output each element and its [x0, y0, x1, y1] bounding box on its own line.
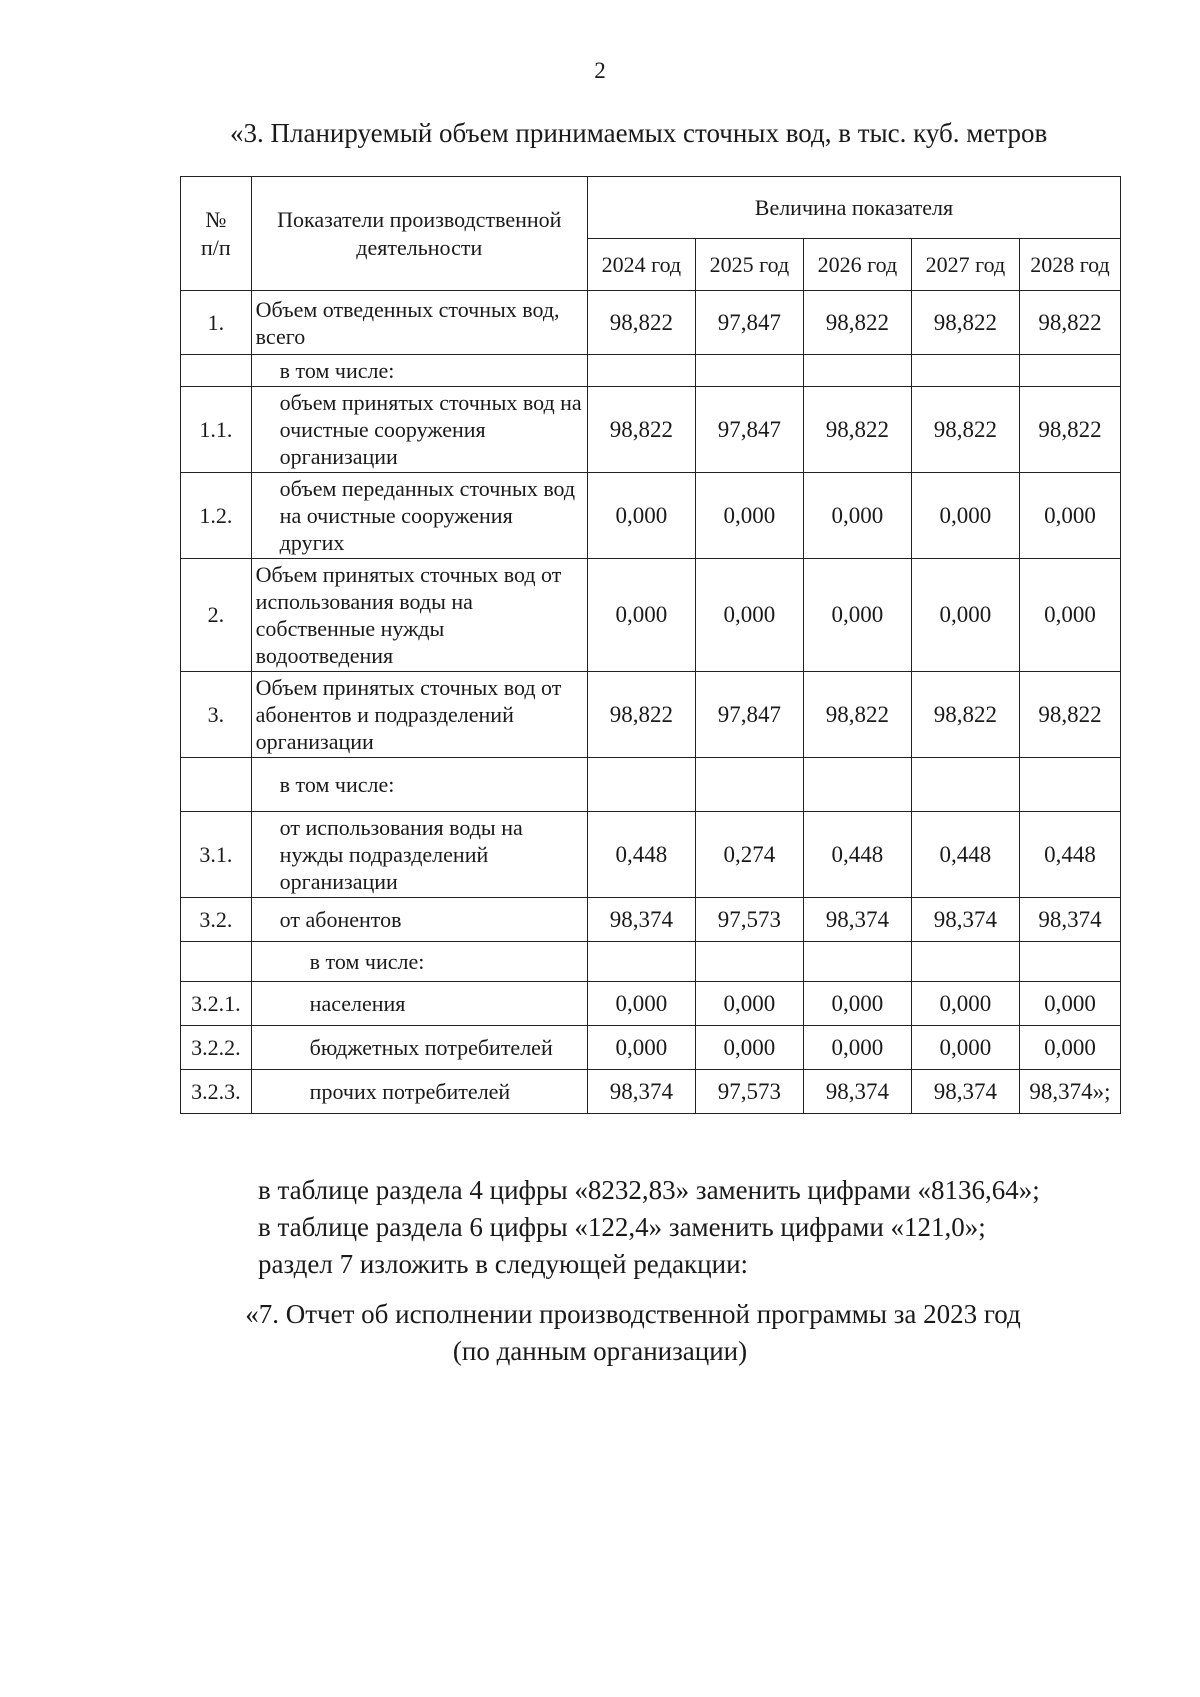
- row-value: 0,000: [803, 473, 911, 559]
- row-value: 98,374»;: [1019, 1070, 1120, 1114]
- indicators-table: [180, 176, 1121, 1114]
- row-value: 98,822: [1019, 387, 1120, 473]
- row-label: объем принятых сточных вод на очистные сооружения организации: [251, 387, 587, 473]
- row-value: 0,000: [803, 1026, 911, 1070]
- year-header: 2028 год: [1019, 239, 1120, 291]
- col-no-header: [181, 177, 252, 291]
- row-value: 0,000: [1019, 982, 1120, 1026]
- row-value: 0,000: [587, 1026, 695, 1070]
- row-value: 0,000: [695, 1026, 803, 1070]
- row-value: 0,000: [1019, 473, 1120, 559]
- row-value: 98,822: [911, 672, 1019, 758]
- year-header: 2026 год: [803, 239, 911, 291]
- row-label: населения: [251, 982, 587, 1026]
- row-value: [803, 758, 911, 812]
- row-value: 0,000: [803, 982, 911, 1026]
- row-value: 98,822: [911, 291, 1019, 355]
- row-value: [803, 942, 911, 982]
- row-value: 97,847: [695, 387, 803, 473]
- row-value: 98,374: [803, 898, 911, 942]
- row-number: 3.2.: [181, 898, 252, 942]
- report-heading-line1: «7. Отчет об исполнении производственной программы за 2023 год: [245, 1299, 1021, 1329]
- row-number: 3.2.3.: [181, 1070, 252, 1114]
- row-number: [181, 942, 252, 982]
- table-row: [181, 1026, 1121, 1070]
- row-value: [695, 758, 803, 812]
- row-value: [587, 355, 695, 387]
- year-header: 2025 год: [695, 239, 803, 291]
- table-row: [181, 812, 1121, 898]
- row-label: Объем принятых сточных вод от абонентов и подразделений организации: [251, 672, 587, 758]
- table-row: [181, 758, 1121, 812]
- row-value: [695, 942, 803, 982]
- row-value: 97,847: [695, 672, 803, 758]
- table-row: [181, 387, 1121, 473]
- year-header: 2024 год: [587, 239, 695, 291]
- row-value: [803, 355, 911, 387]
- row-value: 0,000: [695, 559, 803, 672]
- row-value: [587, 942, 695, 982]
- row-value: 98,374: [803, 1070, 911, 1114]
- row-number: 1.2.: [181, 473, 252, 559]
- row-value: 0,000: [911, 473, 1019, 559]
- row-value: [911, 355, 1019, 387]
- amendment-line: в таблице раздела 6 цифры «122,4» заменить цифрами «121,0»;: [258, 1212, 986, 1242]
- row-label: Объем отведенных сточных вод, всего: [251, 291, 587, 355]
- amendment-line: раздел 7 изложить в следующей редакции:: [258, 1249, 749, 1279]
- row-value: 98,822: [803, 672, 911, 758]
- report-heading: [0, 1296, 1200, 1370]
- row-value: 0,000: [587, 559, 695, 672]
- row-value: 97,573: [695, 1070, 803, 1114]
- row-number: 2.: [181, 559, 252, 672]
- row-label: от использования воды на нужды подразделений организации: [251, 812, 587, 898]
- row-value: 0,000: [911, 982, 1019, 1026]
- row-value: [911, 758, 1019, 812]
- row-value: 0,000: [587, 982, 695, 1026]
- row-number: 3.1.: [181, 812, 252, 898]
- row-value: [1019, 942, 1120, 982]
- row-value: 0,000: [911, 559, 1019, 672]
- row-number: [181, 758, 252, 812]
- row-value: 98,822: [911, 387, 1019, 473]
- page-number: 2: [594, 58, 606, 83]
- table-row: [181, 355, 1121, 387]
- amendment-text: [258, 1172, 1040, 1283]
- year-header: 2027 год: [911, 239, 1019, 291]
- row-value: 98,822: [587, 291, 695, 355]
- row-value: 98,822: [587, 387, 695, 473]
- row-value: 0,000: [803, 559, 911, 672]
- col-indicator-header: Показатели производственной деятельности: [251, 177, 587, 291]
- row-label: в том числе:: [251, 355, 587, 387]
- col-value-group-header: Величина показателя: [587, 177, 1120, 239]
- row-value: 0,000: [695, 982, 803, 1026]
- row-value: 0,274: [695, 812, 803, 898]
- row-label: Объем принятых сточных вод от использования воды на собственные нужды водоотведения: [251, 559, 587, 672]
- row-value: 98,822: [803, 291, 911, 355]
- row-number: 3.2.2.: [181, 1026, 252, 1070]
- row-number: [181, 355, 252, 387]
- row-value: 98,822: [587, 672, 695, 758]
- row-value: [1019, 758, 1120, 812]
- table-row: [181, 559, 1121, 672]
- row-label: прочих потребителей: [251, 1070, 587, 1114]
- row-value: [1019, 355, 1120, 387]
- row-value: 98,374: [587, 1070, 695, 1114]
- row-number: 3.: [181, 672, 252, 758]
- table-row: [181, 473, 1121, 559]
- row-number: 3.2.1.: [181, 982, 252, 1026]
- row-label: в том числе:: [251, 758, 587, 812]
- row-label: в том числе:: [251, 942, 587, 982]
- row-value: 0,448: [1019, 812, 1120, 898]
- row-label: бюджетных потребителей: [251, 1026, 587, 1070]
- row-number: 1.1.: [181, 387, 252, 473]
- table-row: [181, 942, 1121, 982]
- row-value: 0,000: [1019, 1026, 1120, 1070]
- row-value: 98,374: [911, 1070, 1019, 1114]
- row-value: 97,573: [695, 898, 803, 942]
- row-value: 0,448: [803, 812, 911, 898]
- report-heading-line2: (по данным организации): [452, 1336, 748, 1366]
- row-value: 97,847: [695, 291, 803, 355]
- row-value: 0,000: [695, 473, 803, 559]
- table-row: [181, 982, 1121, 1026]
- row-value: 0,000: [587, 473, 695, 559]
- row-value: [695, 355, 803, 387]
- row-value: 98,822: [1019, 291, 1120, 355]
- row-value: 98,374: [587, 898, 695, 942]
- col-no-header-text: № п/п: [200, 206, 231, 260]
- amendment-line: в таблице раздела 4 цифры «8232,83» заменить цифрами «8136,64»;: [258, 1175, 1040, 1205]
- table-row: [181, 898, 1121, 942]
- row-value: 98,374: [1019, 898, 1120, 942]
- row-value: 0,000: [1019, 559, 1120, 672]
- table-row: [181, 672, 1121, 758]
- row-number: 1.: [181, 291, 252, 355]
- table-row: [181, 291, 1121, 355]
- row-value: 0,448: [911, 812, 1019, 898]
- row-value: 98,822: [1019, 672, 1120, 758]
- row-label: от абонентов: [251, 898, 587, 942]
- row-value: 98,822: [803, 387, 911, 473]
- row-value: 0,448: [587, 812, 695, 898]
- row-value: 98,374: [911, 898, 1019, 942]
- row-value: [587, 758, 695, 812]
- table-row: [181, 1070, 1121, 1114]
- section-heading: «3. Планируемый объем принимаемых сточных вод, в тыс. куб. метров: [230, 118, 1048, 148]
- row-value: 0,000: [911, 1026, 1019, 1070]
- row-value: [911, 942, 1019, 982]
- row-label: объем переданных сточных вод на очистные сооружения других: [251, 473, 587, 559]
